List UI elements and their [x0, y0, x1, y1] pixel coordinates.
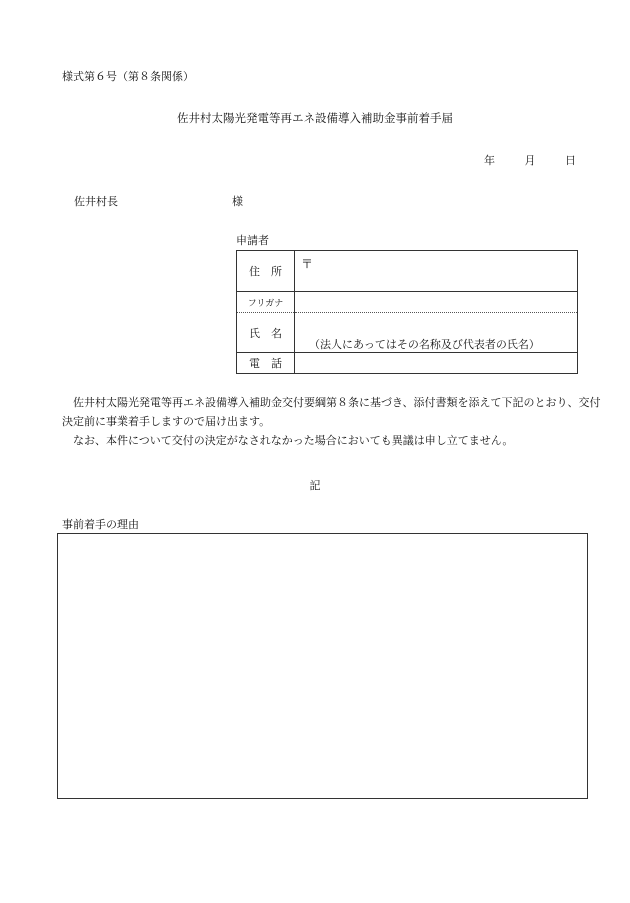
body-paragraph-2: なお、本件について交付の決定がなされなかった場合においても異議は申し立てません。: [73, 434, 514, 447]
addressee-honorific: 様: [232, 195, 243, 208]
reason-field[interactable]: [57, 533, 588, 799]
phone-label: 電 話: [249, 357, 282, 370]
date-month-label: 月: [524, 154, 536, 167]
furigana-label-cell: [237, 292, 295, 313]
reason-label: 事前着手の理由: [62, 518, 139, 531]
name-field[interactable]: [295, 313, 578, 353]
ki-heading: 記: [309, 479, 321, 492]
furigana-field[interactable]: [295, 292, 578, 313]
phone-field[interactable]: [295, 353, 578, 374]
name-label-cell: [237, 313, 295, 353]
address-label-cell: [237, 251, 295, 292]
furigana-label: フリガナ: [247, 298, 284, 309]
document-title: 佐井村太陽光発電等再エネ設備導入補助金事前着手届: [177, 111, 453, 125]
address-label: 住 所: [249, 265, 282, 278]
postal-mark: 〒: [301, 257, 314, 271]
date-year-label: 年: [484, 154, 495, 167]
name-note: （法人にあってはその名称及び代表者の氏名）: [309, 338, 540, 351]
addressee-name: 佐井村長: [74, 195, 118, 208]
applicant-label: 申請者: [236, 234, 269, 247]
form-number: 様式第６号（第８条関係）: [62, 70, 194, 83]
body-paragraph-1: 佐井村太陽光発電等再エネ設備導入補助金交付要綱第８条に基づき、添付書類を添えて下記のとおり、交付決定前に事業着手しますので届け出ます。: [62, 396, 601, 428]
date-line: [484, 154, 576, 168]
body-text: [62, 393, 607, 450]
phone-label-cell: [237, 353, 295, 374]
name-label: 氏 名: [249, 326, 282, 340]
date-day-label: 日: [565, 154, 576, 167]
address-field[interactable]: [295, 251, 578, 292]
applicant-table: [236, 250, 578, 374]
